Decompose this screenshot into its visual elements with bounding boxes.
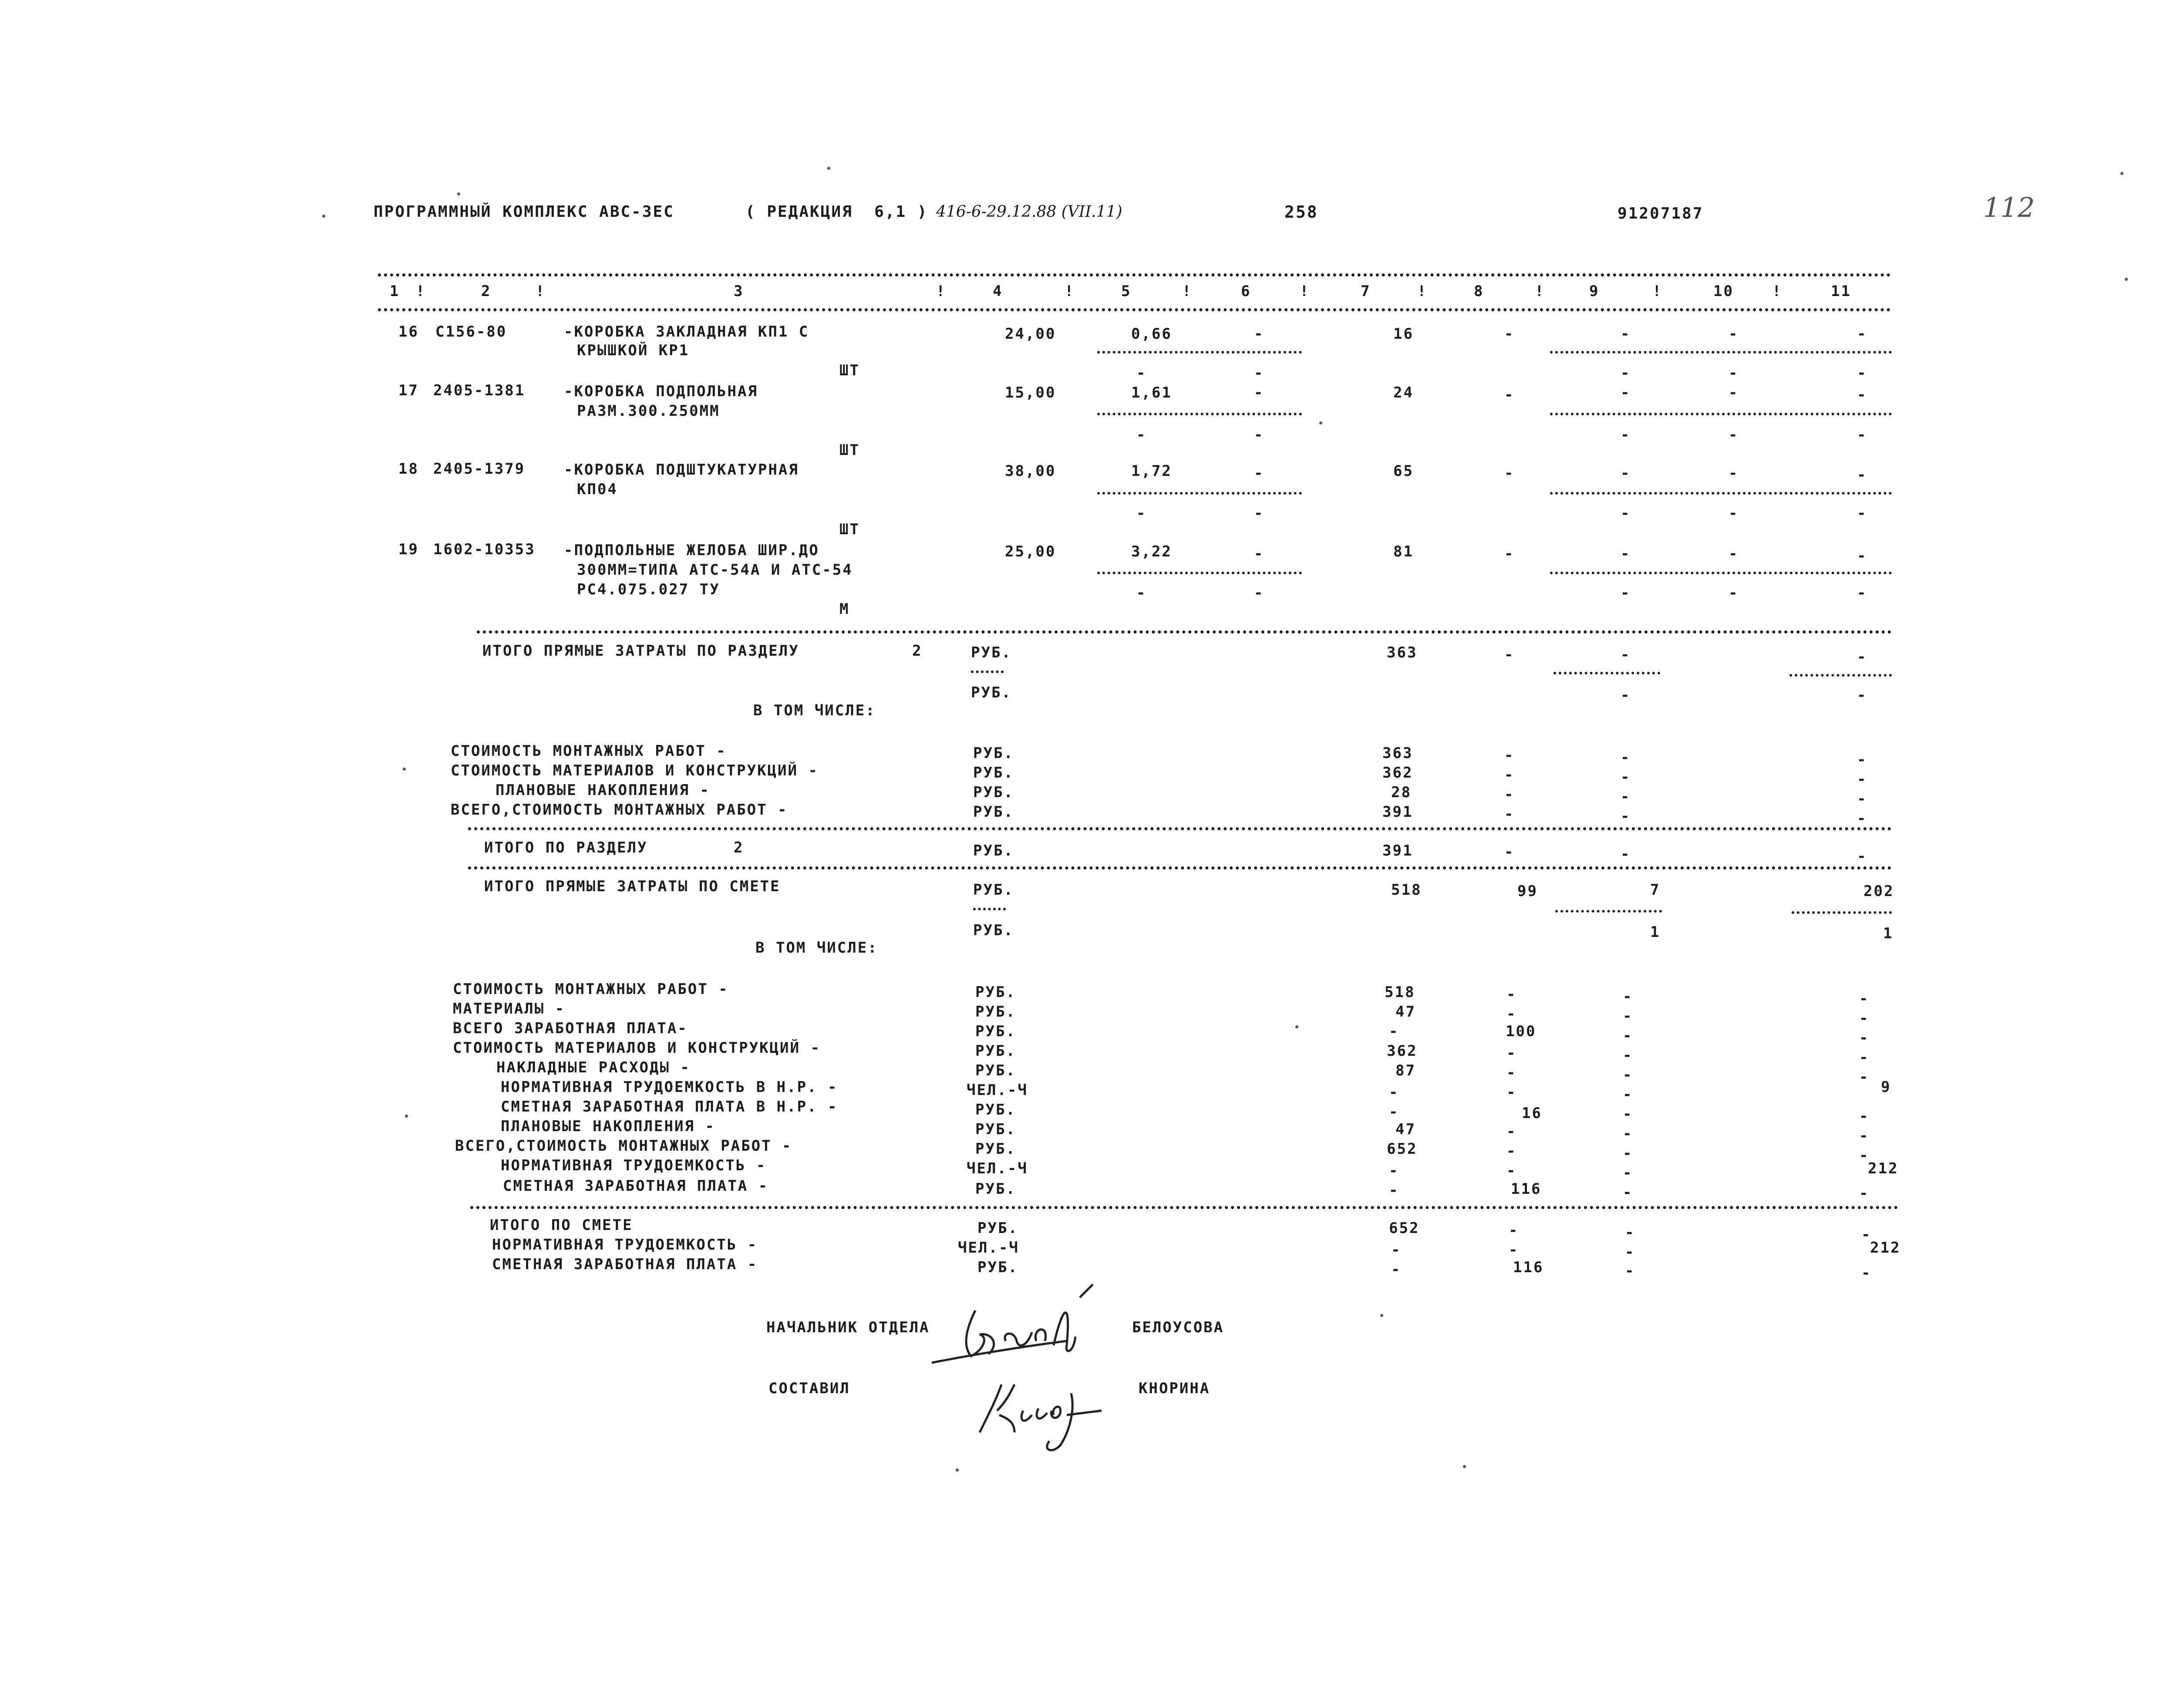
estimate-total-unit: РУБ.: [977, 1220, 1018, 1237]
estimate-line-c11: -: [1859, 1068, 1870, 1086]
item-col8: -: [1504, 325, 1515, 343]
item-unit-price: 0,66: [1131, 325, 1172, 343]
table-top-rule: [378, 273, 1891, 276]
item-sub6: -: [1254, 505, 1264, 522]
author-name: КНОРИНА: [1139, 1380, 1210, 1397]
item-col10: -: [1729, 384, 1739, 401]
estimate-line-c7: 47: [1395, 1121, 1416, 1138]
estimate-line-unit: РУБ.: [975, 984, 1016, 1001]
estimate-total-label: СМЕТНАЯ ЗАРАБОТНАЯ ПЛАТА -: [492, 1256, 758, 1273]
estimate-direct-c8: 99: [1517, 883, 1538, 900]
item-name-cont: РС4.075.027 ТУ: [577, 581, 720, 598]
estimate-direct-c9: 7: [1650, 881, 1661, 899]
estimate-line-c8: -: [1506, 1162, 1517, 1179]
estimate-line-c9: -: [1623, 1145, 1633, 1162]
scan-speck: [2125, 278, 2128, 281]
item-unit-price: 3,22: [1131, 543, 1172, 560]
estimate-total-label: НОРМАТИВНАЯ ТРУДОЕМКОСТЬ -: [492, 1236, 758, 1253]
item-sub5: -: [1136, 584, 1147, 602]
item-name-cont: КП04: [577, 481, 618, 498]
item-col6: -: [1254, 325, 1264, 343]
estimate-line-c11: -: [1859, 1049, 1870, 1066]
estimate-total-label: ИТОГО ПО СМЕТЕ: [490, 1216, 633, 1234]
estimate-line-label: СМЕТНАЯ ЗАРАБОТНАЯ ПЛАТА В Н.Р. -: [501, 1098, 838, 1115]
breakdown-c7: 363: [1382, 745, 1413, 762]
estimate-total-c9: -: [1625, 1262, 1635, 1280]
estimate-line-c8: 16: [1522, 1105, 1542, 1122]
sheet-number: 112: [1983, 192, 2035, 223]
author-title: СОСТАВИЛ: [768, 1380, 850, 1397]
breakdown-c9: -: [1621, 788, 1631, 805]
item-col9: -: [1621, 465, 1631, 482]
item-code: С156-80: [435, 323, 507, 340]
edition-label: ( РЕДАКЦИЯ 6,1 ): [745, 203, 928, 221]
item-number: 16: [398, 323, 419, 340]
item-sub9: -: [1621, 426, 1631, 444]
estimate-line-c9: -: [1623, 1164, 1633, 1182]
item-sub10: -: [1729, 364, 1739, 382]
item-col6: -: [1254, 465, 1264, 482]
item-sub6: -: [1254, 364, 1264, 382]
breakdown-c8: -: [1504, 766, 1515, 784]
estimate-line-c8: 116: [1511, 1180, 1542, 1198]
breakdown-label: ВСЕГО,СТОИМОСТЬ МОНТАЖНЫХ РАБОТ -: [451, 801, 788, 819]
estimate-total-unit: ЧЕЛ.-Ч: [958, 1239, 1019, 1257]
item-col11: -: [1857, 325, 1867, 343]
item-sub11: -: [1857, 426, 1867, 444]
estimate-line-unit: РУБ.: [975, 1062, 1016, 1079]
estimate-total-c9: -: [1625, 1243, 1635, 1261]
item-number: 19: [398, 541, 419, 558]
breakdown-unit: РУБ.: [973, 784, 1014, 801]
estimate-line-unit: ЧЕЛ.-Ч: [967, 1081, 1028, 1099]
col-num: 3: [734, 283, 744, 300]
item-quantity: 38,00: [1005, 462, 1056, 480]
estimate-direct-c7: 518: [1391, 881, 1422, 899]
section-sum-c9: -: [1621, 846, 1631, 863]
item-col8: -: [1504, 465, 1515, 482]
estimate-line-unit: РУБ.: [975, 1140, 1016, 1158]
section-total-c7: 363: [1387, 644, 1418, 661]
item-sub5: -: [1136, 426, 1147, 444]
item-quantity: 15,00: [1005, 384, 1056, 401]
item-col9: -: [1621, 325, 1631, 343]
estimate-line-c8: -: [1506, 986, 1517, 1003]
estimate-line-c8: -: [1506, 1044, 1517, 1062]
item-name-cont: РАЗМ.300.250ММ: [577, 402, 720, 420]
breakdown-c7: 362: [1382, 764, 1413, 782]
item-col10: -: [1729, 465, 1739, 482]
estimate-total-c11: -: [1861, 1226, 1872, 1243]
scan-speck: [956, 1469, 959, 1472]
section-total-label: ИТОГО ПРЯМЫЕ ЗАТРАТЫ ПО РАЗДЕЛУ: [482, 642, 799, 660]
estimate-total-c7: 652: [1389, 1220, 1420, 1237]
estimate-line-label: СТОИМОСТЬ МАТЕРИАЛОВ И КОНСТРУКЦИЙ -: [453, 1039, 821, 1057]
col-num: 7: [1361, 283, 1371, 300]
estimate-line-c9: -: [1623, 1125, 1633, 1142]
estimate-line-c7: -: [1389, 1182, 1399, 1199]
estimate-line-c11: -: [1859, 990, 1870, 1007]
head-name: БЕЛОУСОВА: [1132, 1319, 1224, 1336]
breakdown-c11: -: [1857, 810, 1867, 827]
item-col11: -: [1857, 547, 1867, 565]
item-number: 18: [398, 460, 419, 478]
col-num: 10: [1713, 283, 1734, 300]
item-quantity: 25,00: [1005, 543, 1056, 560]
section-total-c8: -: [1504, 646, 1515, 664]
estimate-line-label: НОРМАТИВНАЯ ТРУДОЕМКОСТЬ В Н.Р. -: [501, 1078, 838, 1096]
item-unit: ШТ: [839, 362, 860, 379]
item-col10: -: [1729, 325, 1739, 343]
item-name: -КОРОБКА ПОДПОЛЬНАЯ: [564, 383, 758, 400]
estimate-line-c7: 47: [1395, 1003, 1416, 1021]
breakdown-label: ПЛАНОВЫЕ НАКОПЛЕНИЯ -: [495, 782, 710, 799]
item-col6: -: [1254, 384, 1264, 401]
item-sub11: -: [1857, 364, 1867, 382]
item-total: 81: [1393, 543, 1414, 560]
item-total: 24: [1393, 384, 1414, 401]
author-signature: [962, 1367, 1136, 1459]
estimate-line-c11: -: [1859, 1127, 1870, 1145]
section-total-unit2: РУБ.: [971, 684, 1012, 701]
estimate-line-unit: РУБ.: [975, 1101, 1016, 1118]
item-sub10: -: [1729, 505, 1739, 522]
breakdown-c11: -: [1857, 790, 1867, 808]
estimate-total-c11: -: [1861, 1264, 1872, 1282]
section-including-heading: В ТОМ ЧИСЛЕ:: [753, 702, 876, 719]
item-quantity: 24,00: [1005, 325, 1056, 343]
breakdown-unit: РУБ.: [973, 764, 1014, 782]
estimate-total-c8: -: [1509, 1241, 1519, 1259]
col-num: 8: [1474, 283, 1484, 300]
item-col9: -: [1621, 384, 1631, 401]
col-num: 6: [1241, 283, 1251, 300]
section-sum-c7: 391: [1382, 842, 1413, 859]
breakdown-c11: -: [1857, 751, 1867, 768]
estimate-line-label: СМЕТНАЯ ЗАРАБОТНАЯ ПЛАТА -: [503, 1177, 769, 1195]
scan-speck: [405, 1115, 408, 1118]
item-col8: -: [1504, 545, 1515, 563]
estimate-total-c7: -: [1391, 1241, 1402, 1259]
estimate-line-unit: РУБ.: [975, 1003, 1016, 1021]
estimate-line-c7: 652: [1387, 1140, 1418, 1158]
col-num: 1: [390, 283, 400, 300]
item-name: -КОРОБКА ПОДШТУКАТУРНАЯ: [564, 461, 799, 478]
item-code: 2405-1381: [433, 382, 526, 399]
item-name-cont: КРЫШКОЙ КР1: [577, 342, 690, 359]
item-sub10: -: [1729, 584, 1739, 602]
item-unit-price: 1,72: [1131, 462, 1172, 480]
item-sub5: -: [1136, 364, 1147, 382]
estimate-line-unit: РУБ.: [975, 1121, 1016, 1138]
estimate-total-unit: РУБ.: [977, 1259, 1018, 1276]
item-sub6: -: [1254, 426, 1264, 444]
estimate-line-c9: -: [1623, 1105, 1633, 1123]
estimate-line-c8: -: [1506, 1142, 1517, 1160]
estimate-line-c7: 518: [1385, 984, 1415, 1001]
estimate-direct-label: ИТОГО ПРЯМЫЕ ЗАТРАТЫ ПО СМЕТЕ: [484, 878, 781, 895]
page-number: 258: [1284, 202, 1318, 222]
item-sub9: -: [1621, 505, 1631, 522]
estimate-line-c9: -: [1623, 1086, 1633, 1103]
estimate-line-c8: -: [1506, 1064, 1517, 1081]
estimate-total-c7: -: [1391, 1261, 1402, 1278]
estimate-total-c11: 212: [1870, 1239, 1901, 1257]
section-total-c11: -: [1857, 648, 1867, 666]
estimate-line-label: ВСЕГО ЗАРАБОТНАЯ ПЛАТА-: [453, 1020, 688, 1037]
col-num: 2: [481, 283, 492, 300]
section-sum-label: ИТОГО ПО РАЗДЕЛУ: [484, 839, 648, 856]
scan-speck: [827, 167, 830, 170]
estimate-line-c11: -: [1859, 1185, 1870, 1202]
estimate-rule: [470, 1206, 1898, 1209]
estimate-direct-unit: РУБ.: [973, 881, 1014, 899]
estimate-line-label: НАКЛАДНЫЕ РАСХОДЫ -: [496, 1059, 691, 1076]
section-sum-rule: [468, 866, 1892, 869]
item-col6: -: [1254, 545, 1264, 563]
head-title: НАЧАЛЬНИК ОТДЕЛА: [766, 1319, 930, 1336]
estimate-line-c8: -: [1506, 1084, 1517, 1101]
section-sum-c11: -: [1857, 848, 1867, 865]
item-sub11: -: [1857, 584, 1867, 602]
estimate-line-unit: ЧЕЛ.-Ч: [967, 1160, 1028, 1177]
item-col11: -: [1857, 466, 1867, 484]
estimate-line-c11: -: [1859, 1010, 1870, 1027]
section-total-sub11: -: [1857, 687, 1867, 704]
estimate-line-label: СТОИМОСТЬ МОНТАЖНЫХ РАБОТ -: [453, 980, 729, 998]
breakdown-c9: -: [1621, 749, 1631, 766]
item-col9: -: [1621, 545, 1631, 563]
estimate-line-c8: 100: [1506, 1023, 1537, 1040]
header-bottom-rule: [378, 308, 1891, 311]
estimate-line-c7: -: [1389, 1023, 1399, 1040]
head-signature: [923, 1280, 1128, 1380]
estimate-line-c11: 212: [1868, 1160, 1899, 1177]
item-col11: -: [1857, 386, 1867, 404]
item-sub10: -: [1729, 426, 1739, 444]
estimate-direct-sub11: 1: [1883, 925, 1894, 942]
estimate-line-c8: -: [1506, 1123, 1517, 1140]
estimate-total-c8: 116: [1513, 1259, 1544, 1276]
item-unit: М: [839, 600, 850, 618]
section-sum-number: 2: [734, 839, 744, 856]
estimate-line-c9: -: [1623, 1027, 1633, 1044]
estimate-line-c9: -: [1623, 1007, 1633, 1025]
section-number: 2: [912, 642, 923, 660]
estimate-total-c9: -: [1625, 1224, 1635, 1241]
breakdown-c9: -: [1621, 768, 1631, 786]
item-sub9: -: [1621, 364, 1631, 382]
breakdown-c7: 28: [1391, 784, 1412, 801]
scan-speck: [2120, 172, 2123, 175]
item-sub11: -: [1857, 505, 1867, 522]
breakdown-c9: -: [1621, 808, 1631, 825]
section-total-sub9: -: [1621, 687, 1631, 704]
scan-speck: [1319, 421, 1322, 424]
estimate-line-unit: РУБ.: [975, 1042, 1016, 1060]
scan-speck: [322, 215, 325, 218]
estimate-line-c11: -: [1859, 1108, 1870, 1125]
item-name: -КОРОБКА ЗАКЛАДНАЯ КП1 С: [564, 323, 809, 340]
item-total: 16: [1393, 325, 1414, 343]
item-unit: ШТ: [839, 441, 860, 459]
estimate-direct-c11: 202: [1864, 883, 1894, 900]
breakdown-label: СТОИМОСТЬ МАТЕРИАЛОВ И КОНСТРУКЦИЙ -: [451, 762, 819, 779]
col-num: 5: [1121, 283, 1132, 300]
estimate-line-label: ПЛАНОВЫЕ НАКОПЛЕНИЯ -: [501, 1118, 715, 1135]
col-num: 9: [1589, 283, 1600, 300]
item-number: 17: [398, 382, 419, 399]
estimate-line-c9: -: [1623, 988, 1633, 1005]
edition-date: 416-6-29.12.88 (VII.11): [936, 203, 1122, 221]
estimate-line-c9: -: [1623, 1184, 1633, 1201]
breakdown-c11: -: [1857, 771, 1867, 788]
item-sub5: -: [1136, 505, 1147, 522]
estimate-line-c8: -: [1506, 1005, 1517, 1023]
estimate-line-c7: 87: [1395, 1062, 1416, 1079]
estimate-line-c7: -: [1389, 1162, 1399, 1179]
scan-speck: [403, 768, 406, 771]
breakdown-c7: 391: [1382, 803, 1413, 821]
estimate-direct-sub9: 1: [1650, 923, 1661, 941]
estimate-line-c7: 362: [1387, 1042, 1418, 1060]
section-rule: [468, 827, 1892, 830]
item-total: 65: [1393, 462, 1414, 480]
item-col10: -: [1729, 545, 1739, 563]
estimate-including-heading: В ТОМ ЧИСЛЕ:: [755, 939, 878, 957]
estimate-line-c11: -: [1859, 1147, 1870, 1164]
estimate-total-c8: -: [1509, 1222, 1519, 1239]
estimate-line-label: МАТЕРИАЛЫ -: [453, 1000, 566, 1017]
col-num: 4: [993, 283, 1003, 300]
item-name-cont: 300ММ=ТИПА АТС-54А И АТС-54: [577, 561, 853, 579]
program-name: ПРОГРАММНЫЙ КОМПЛЕКС АВС-ЗЕС: [374, 203, 674, 221]
scan-speck: [1463, 1465, 1466, 1468]
estimate-line-c9: -: [1623, 1047, 1633, 1064]
estimate-line-label: ВСЕГО,СТОИМОСТЬ МОНТАЖНЫХ РАБОТ -: [455, 1137, 792, 1155]
breakdown-label: СТОИМОСТЬ МОНТАЖНЫХ РАБОТ -: [451, 742, 727, 760]
item-code: 1602-10353: [433, 541, 536, 558]
item-unit-price: 1,61: [1131, 384, 1172, 401]
estimate-line-c7: -: [1389, 1084, 1399, 1101]
breakdown-c8: -: [1504, 805, 1515, 823]
estimate-line-label: НОРМАТИВНАЯ ТРУДОЕМКОСТЬ -: [501, 1157, 767, 1174]
estimate-line-unit: РУБ.: [975, 1180, 1016, 1198]
section-total-unit: РУБ.: [971, 644, 1012, 661]
scan-speck: [457, 192, 460, 195]
col-num: 11: [1831, 283, 1851, 300]
item-name: -ПОДПОЛЬНЫЕ ЖЕЛОБА ШИР.ДО: [564, 542, 819, 559]
estimate-line-c11: 9: [1881, 1078, 1891, 1096]
estimate-direct-unit2: РУБ.: [973, 922, 1014, 939]
item-col8: -: [1504, 386, 1515, 404]
item-sub9: -: [1621, 584, 1631, 602]
estimate-line-c11: -: [1859, 1029, 1870, 1047]
estimate-line-unit: РУБ.: [975, 1023, 1016, 1040]
breakdown-unit: РУБ.: [973, 803, 1014, 821]
breakdown-c8: -: [1504, 747, 1515, 764]
scan-speck: [1295, 1025, 1298, 1028]
breakdown-unit: РУБ.: [973, 745, 1014, 762]
scan-speck: [1380, 1314, 1383, 1317]
section-sum-c8: -: [1504, 843, 1515, 861]
items-bottom-rule: [477, 630, 1892, 633]
item-code: 2405-1379: [433, 460, 526, 478]
breakdown-c8: -: [1504, 786, 1515, 803]
item-sub6: -: [1254, 584, 1264, 602]
item-unit: ШТ: [839, 521, 860, 538]
section-total-c9: -: [1621, 646, 1631, 664]
section-sum-unit: РУБ.: [973, 842, 1014, 859]
estimate-line-c7: -: [1389, 1103, 1399, 1121]
estimate-line-c9: -: [1623, 1066, 1633, 1084]
document-code: 91207187: [1618, 205, 1704, 222]
